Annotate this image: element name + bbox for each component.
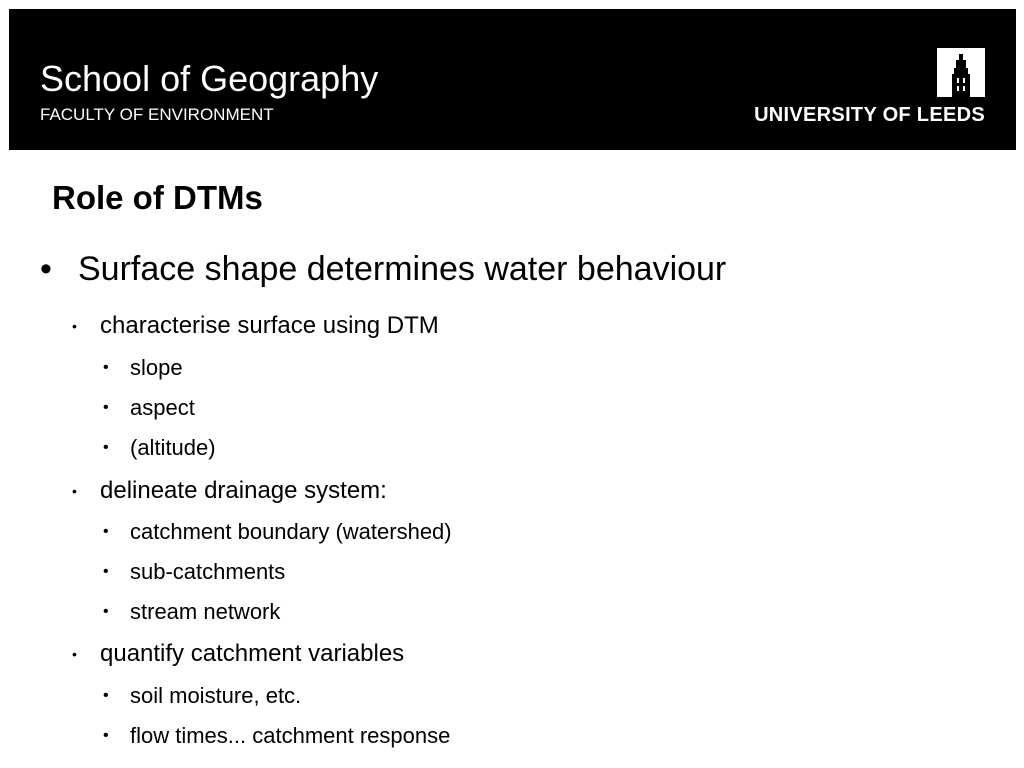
university-name: UNIVERSITY OF LEEDS [754, 104, 985, 126]
bullet-level3: aspect [130, 395, 195, 420]
tower-icon [937, 48, 985, 97]
slide-title: Role of DTMs [52, 179, 263, 216]
bullet-glyph: • [103, 359, 109, 376]
bullet-level1: Surface shape determines water behaviour [78, 250, 727, 288]
school-name: School of Geography [40, 58, 379, 99]
bullet-glyph: • [40, 250, 52, 288]
bullet-level3: sub-catchments [130, 559, 286, 584]
faculty-name: FACULTY OF ENVIRONMENT [40, 105, 274, 124]
bullet-level3: soil moisture, etc. [130, 683, 302, 708]
bullet-glyph: • [103, 727, 109, 744]
bullet-glyph: • [103, 603, 109, 620]
bullet-level3: stream network [130, 599, 281, 624]
bullet-level2: delineate drainage system: [100, 477, 387, 504]
bullet-glyph: • [103, 523, 109, 540]
bullet-level3: flow times... catchment response [130, 723, 451, 748]
bullet-glyph: • [103, 439, 109, 456]
bullet-level2: quantify catchment variables [100, 640, 405, 667]
bullet-glyph: • [103, 399, 109, 416]
bullet-glyph: • [72, 483, 77, 499]
bullet-level3: catchment boundary (watershed) [130, 519, 452, 544]
bullet-level2: characterise surface using DTM [100, 312, 439, 339]
header-bar [9, 9, 1016, 150]
bullet-glyph: • [103, 687, 109, 704]
bullet-level3: (altitude) [130, 435, 216, 460]
bullet-glyph: • [72, 646, 77, 662]
bullet-level3: slope [130, 355, 183, 380]
bullet-glyph: • [103, 563, 109, 580]
university-logo [937, 48, 985, 97]
bullet-glyph: • [72, 318, 77, 334]
